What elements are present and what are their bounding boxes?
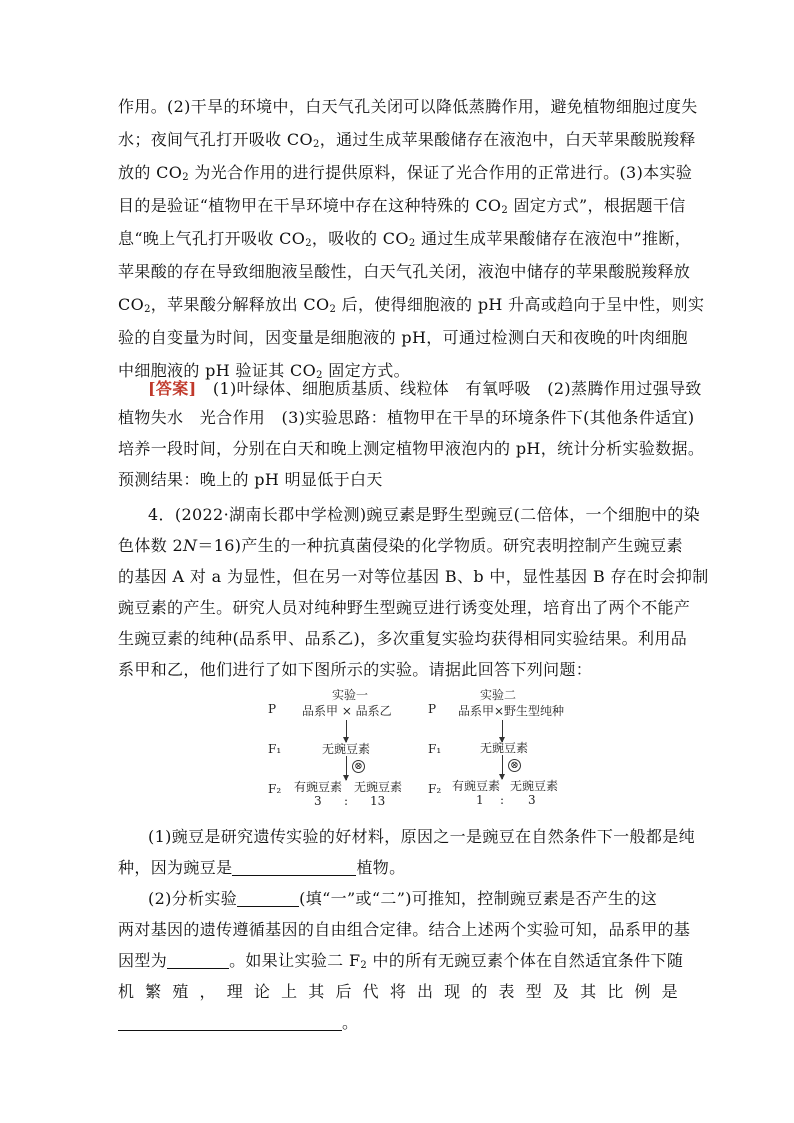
answer-line-1: [答案] (1)叶绿体、细胞质基质、线粒体 有氧呼吸 (2)蒸腾作用过强导致 xyxy=(148,379,702,398)
exp2-p-label: P xyxy=(428,702,437,716)
exp2-f1: 无豌豆素 xyxy=(480,741,529,755)
q2-line-1: (2)分析实验 (填“一”或“二”)可推知，控制豌豆素是否产生的这 xyxy=(148,889,658,908)
exp2-p-cross: 品系甲×野生型纯种 xyxy=(458,704,565,718)
answer-line-4: 预测结果：晚上的 pH 明显低于白天 xyxy=(118,470,383,489)
selfing-icon: ⊗ xyxy=(352,760,365,773)
q2-line-4: 机 繁 殖 ， 理 论 上 其 后 代 将 出 现 的 表 型 及 其 比 例 是 xyxy=(118,982,678,1001)
q2-line-2: 两对基因的遗传遵循基因的自由组合定律。结合上述两个实验可知，品系甲的基 xyxy=(118,920,691,939)
text-line: 水；夜间气孔打开吸收 $CO_2$，通过生成苹果酸储存在液泡中，白天苹果酸脱羧释 xyxy=(118,130,696,150)
answer-blank[interactable] xyxy=(167,952,229,969)
exp2-f1-label: F₁ xyxy=(428,742,442,756)
exp1-f2-a: 有豌豆素 xyxy=(294,780,343,794)
exp2-ratio-sep: : xyxy=(500,793,505,807)
exp1-f2-b: 无豌豆素 xyxy=(354,780,403,794)
q2-line-5: 。 xyxy=(118,1012,678,1034)
exp2-f2-b: 无豌豆素 xyxy=(510,779,559,793)
exp1-title: 实验一 xyxy=(332,688,369,702)
exp1-arrow-1 xyxy=(346,720,347,742)
exp1-f1-label: F₁ xyxy=(268,742,282,756)
text-line: 作用。(2)干旱的环境中，白天气孔关闭可以降低蒸腾作用，避免植物细胞过度失 xyxy=(118,97,698,116)
exp1-ratio-sep: : xyxy=(344,794,349,808)
selfing-icon: ⊗ xyxy=(508,759,521,772)
exp1-ratio-a: 3 xyxy=(314,794,322,808)
exp2-f2-a: 有豌豆素 xyxy=(452,779,501,793)
answer-tag: [答案] xyxy=(148,379,197,398)
cross-diagram xyxy=(262,684,572,814)
answer-blank[interactable] xyxy=(118,1014,342,1031)
text-line: 息“晚上气孔打开吸收 $CO_2$，吸收的 $CO_2$ 通过生成苹果酸储存在液泡中”推断， xyxy=(118,229,692,249)
exp2-ratio-a: 1 xyxy=(476,793,484,807)
exp1-p-cross: 品系甲 × 品系乙 xyxy=(302,704,392,718)
answer-line-3: 培养一段时间，分别在白天和晚上测定植物甲液泡内的 pH，统计分析实验数据。 xyxy=(118,439,705,458)
answer-blank[interactable] xyxy=(232,859,356,876)
question-4-line-6: 系甲和乙，他们进行了如下图所示的实验。请据此回答下列问题： xyxy=(118,660,593,679)
exp1-ratio-b: 13 xyxy=(370,794,386,808)
text-line: 苹果酸的存在导致细胞液呈酸性，白天气孔关闭，液泡中储存的苹果酸脱羧释放 xyxy=(118,262,691,281)
text-line: 目的是验证“植物甲在干旱环境中存在这种特殊的 $CO_2$ 固定方式”，根据题干信 xyxy=(118,196,686,216)
exp2-f2-label: F₂ xyxy=(428,782,442,796)
question-4-line-1: 4．(2022·湖南长郡中学检测)豌豆素是野生型豌豆(二倍体，一个细胞中的染 xyxy=(148,505,701,524)
text-line: 中细胞液的 pH 验证其 $CO_2$ 固定方式。 xyxy=(118,361,410,381)
answer-line-2: 植物失水 光合作用 (3)实验思路：植物甲在干旱的环境条件下(其他条件适宜) xyxy=(118,408,695,427)
q1-line-2: 种，因为豌豆是 植物。 xyxy=(118,858,406,877)
q1-line-1: (1)豌豆是研究遗传实验的好材料，原因之一是豌豆在自然条件下一般都是纯 xyxy=(148,827,695,846)
exp2-ratio-b: 3 xyxy=(528,793,536,807)
exp2-arrow-2 xyxy=(502,755,503,779)
answer-blank[interactable] xyxy=(237,890,299,907)
text-line: 放的 $CO_2$ 为光合作用的进行提供原料，保证了光合作用的正常进行。(3)本实验 xyxy=(118,163,693,183)
exp1-f1: 无豌豆素 xyxy=(322,742,371,756)
question-4-line-4: 豌豆素的产生。研究人员对纯种野生型豌豆进行诱变处理，培育出了两个不能产 xyxy=(118,598,691,617)
exp2-title: 实验二 xyxy=(480,688,517,702)
text-line: $CO_2$，苹果酸分解释放出 $CO_2$ 后，使得细胞液的 pH 升高或趋向于呈中性，则实 xyxy=(118,295,705,315)
question-4-line-2: 色体数 2N＝16)产生的一种抗真菌侵染的化学物质。研究表明控制产生豌豆素 xyxy=(118,536,683,555)
exp1-arrow-2 xyxy=(346,756,347,780)
exp1-f2-label: F₂ xyxy=(268,782,282,796)
question-4-line-3: 的基因 A 对 a 为显性，但在另一对等位基因 B、b 中，显性基因 B 存在时会抑制 xyxy=(118,567,709,586)
exp1-p-label: P xyxy=(268,702,277,716)
q2-line-3: 因型为 。如果让实验二 $F_2$ 中的所有无豌豆素个体在自然适宜条件下随 xyxy=(118,951,684,971)
text-line: 验的自变量为时间，因变量是细胞液的 pH，可通过检测白天和夜晚的叶肉细胞 xyxy=(118,328,688,347)
question-4-line-5: 生豌豆素的纯种(品系甲、品系乙)，多次重复实验均获得相同实验结果。利用品 xyxy=(118,629,688,648)
